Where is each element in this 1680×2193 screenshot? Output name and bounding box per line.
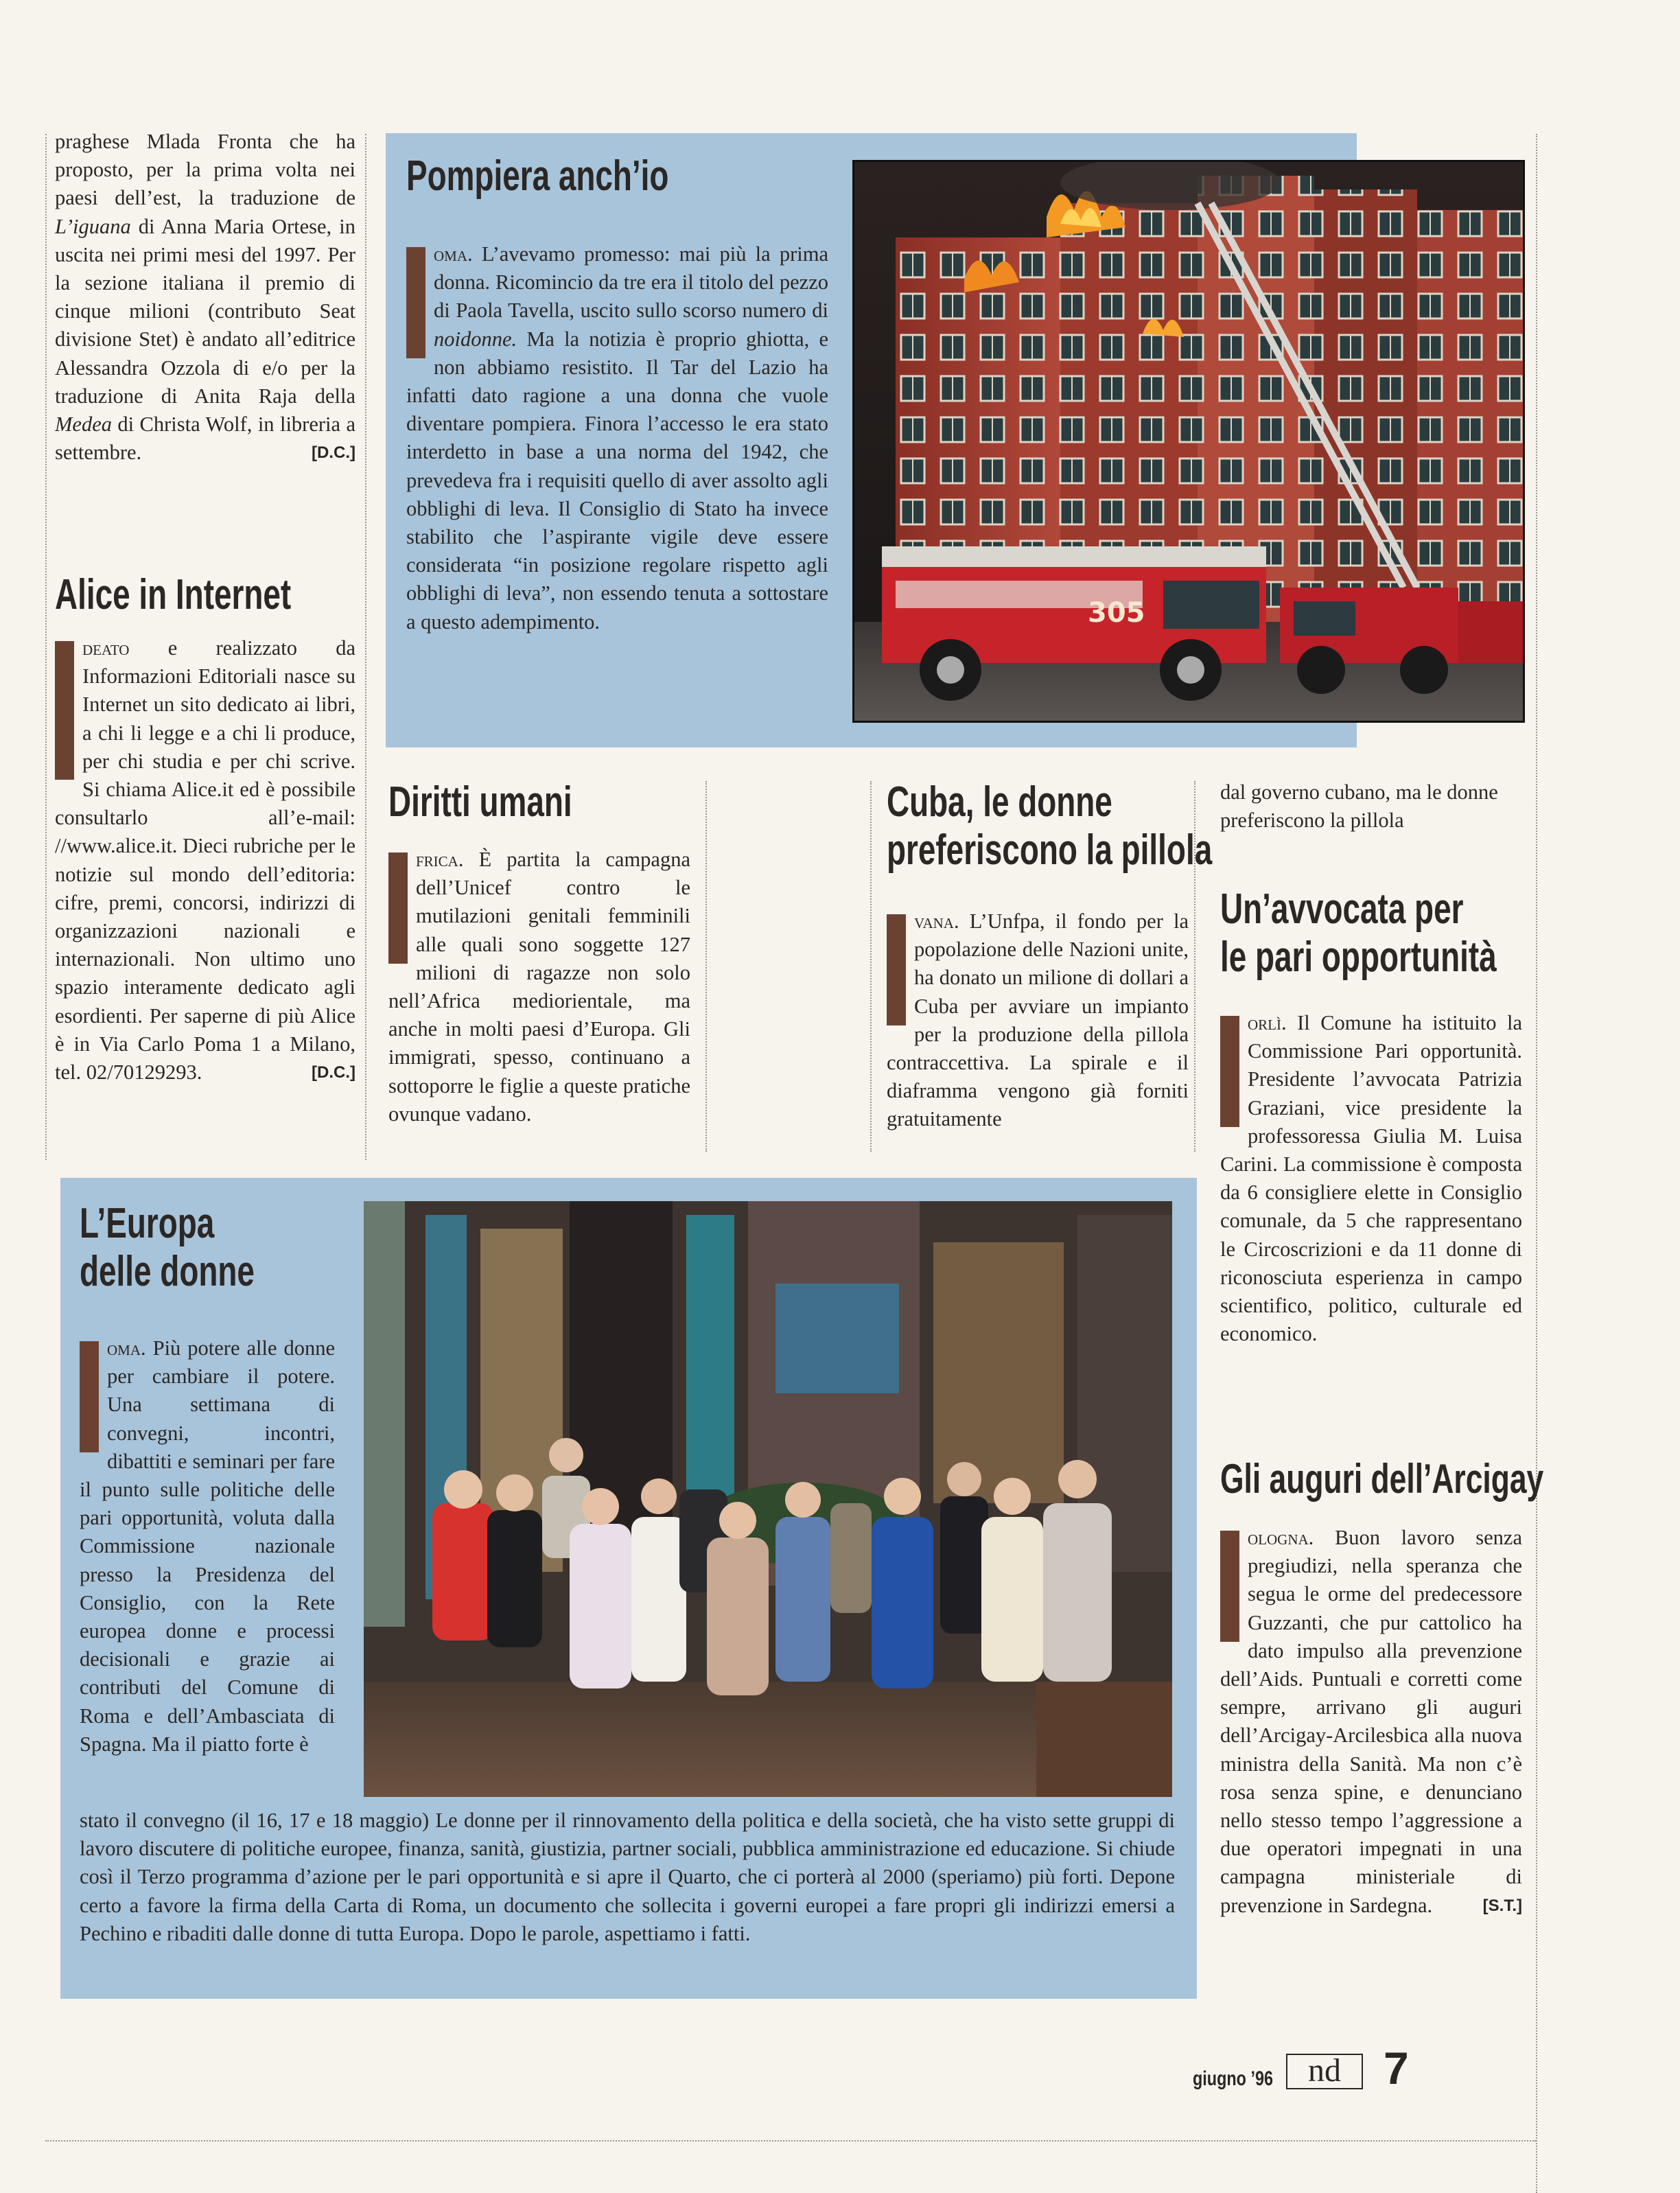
avvocata-headline-line2: le pari opportunità xyxy=(1220,933,1497,981)
cuba-continuation: dal governo cubano, ma le donne preferiscono la pillola xyxy=(1220,780,1498,833)
cuba-lead: vana. xyxy=(914,909,959,933)
dropcap-r xyxy=(406,247,425,358)
avvocata-body: orlì. Il Comune ha istituito la Commissione Pari opportunità. Presidente l’avvocata Patrizia Graziani, vice presidente la professoressa Giulia M. Luisa Carini. La commissione è composta da 6 consigliere elette in Consiglio comunale, da 5 che rappresentano le Circoscrizioni e da 11 donne di riconosciuta esperienza in campo scientifico, politico, culturale ed economico. xyxy=(1220,1011,1522,1346)
group-photo-svg xyxy=(364,1201,1172,1797)
avvocata-article xyxy=(1220,885,1594,1348)
pompiera-article xyxy=(406,152,828,636)
dropcap-b xyxy=(1220,1531,1239,1642)
alice-body: deato e realizzato da Informazioni Editoriali nasce su Internet un sito dedicato ai libri, a chi li legge e a chi li produce, per chi studia e per chi scrive. Si chiama Alice.it ed è possibile consultarlo all’e-mail: //www.alice.it. Dieci rubriche per le notizie sul mondo dell’editoria: cifre, premi, concorsi, indirizzi di organizzazioni nazionali e internazionali. Non ultimo uno spazio interamente dedicato agli esordienti. Per saperne di più Alice è in Via Carlo Poma 1 a Milano, tel. 02/70129293. [D.C.] xyxy=(55,634,355,1087)
pompiera-headline: Pompiera anch’io xyxy=(406,152,669,200)
magazine-logo: nd xyxy=(1286,2054,1363,2089)
europa-headline-line2: delle donne xyxy=(80,1248,255,1295)
europa-headline-line1: L’Europa xyxy=(80,1200,215,1247)
author-signature: [D.C.] xyxy=(312,1063,355,1082)
arcigay-headline: Gli auguri dell’Arcigay xyxy=(1220,1456,1544,1502)
alice-headline: Alice in Internet xyxy=(55,571,292,618)
arcigay-article xyxy=(1220,1455,1657,1920)
column-rule-left-outer xyxy=(45,134,47,1160)
truck-number: 305 xyxy=(1088,597,1145,629)
dropcap-i xyxy=(55,641,74,780)
dropcap-r xyxy=(80,1341,99,1452)
europa-body-narrow: oma. Più potere alle donne per cambiare il potere. Una settimana di convegni, incontri, dibattiti e seminari per fare il punto sulle politiche delle pari opportunità, voluta dalla Commissione nazionale presso la Presidenza del Consiglio, con la Rete europea donne e processi decisionali e grazie ai contributi del Comune di Roma e dell’Ambasciata di Spagna. Ma il piatto forte è xyxy=(80,1336,335,1756)
pompiera-lead: oma. xyxy=(434,242,473,266)
issue-date: giugno ’96 xyxy=(1193,2067,1273,2090)
diritti-headline: Diritti umani xyxy=(388,778,572,826)
dropcap-a xyxy=(887,914,906,1025)
author-signature: [D.C.] xyxy=(312,443,355,463)
alice-article xyxy=(55,571,374,1087)
arcigay-body: ologna. Buon lavoro senza pregiudizi, nella speranza che segua le orme del predecessore Guzzanti, che pur cattolico ha dato impulso alla prevenzione dell’Aids. Puntuali e corretti come sempre, arrivano gli auguri dell’Arcigay-Arcilesbica alla nuova ministra della Sanità. Ma non c’è rosa senza spine, e denunciano nello stesso tempo l’aggressione a due operatori impegnati in una campagna ministeriale di prevenzione in Sardegna. [S.T.] xyxy=(1220,1524,1522,1920)
dropcap-f xyxy=(1220,1016,1239,1127)
author-signature: [S.T.] xyxy=(1482,1896,1522,1915)
europa-article xyxy=(80,1200,335,1759)
arcigay-lead: ologna. xyxy=(1248,1526,1314,1549)
column-rule-cuba-left xyxy=(870,781,872,1152)
diritti-body: frica. È partita la campagna dell’Unicef contro le mutilazioni genitali femminili alle quali sono soggette 127 milioni di ragazze non solo nell’Africa mediorientale, ma anche in molti paesi d’Europa. Gli immigrati, spesso, continuano a sottoporre le figlie a queste pratiche ovunque vadano. xyxy=(388,848,690,1126)
cuba-body: vana. L’Unfpa, il fondo per la popolazione delle Nazioni unite, ha donato un milione di dollari a Cuba per avviare un impianto per la produzione della pillola contraccettiva. La spirale e il diaframma vengono già forniti gratuitamente xyxy=(887,909,1189,1131)
avvocata-headline-line1: Un’avvocata per xyxy=(1220,885,1464,933)
page-number: 7 xyxy=(1384,2043,1409,2093)
column-rule-mid xyxy=(705,781,707,1152)
pompiera-body: oma. L’avevamo promesso: mai più la prima donna. Ricomincio da tre era il titolo del pezzo di Paola Tavella, uscito sullo scorso numero di noidonne. Ma la notizia è proprio ghiotta, e non abbiamo resistito. Il Tar del Lazio ha infatti dato ragione a una donna che vuole diventare pompiera. Finora l’accesso le era stato interdetto in base a una norma del 1942, che prevedeva fra i requisiti quello di aver assolto agli obblighi di leva. Il Consiglio di Stato ha invece stabilito che l’aspirante vigile deve essere considerata “in posizione regolare rispetto agli obblighi di leva”, non essendo tenuta a sottostare a questo adempimento. xyxy=(406,242,828,634)
previous-article-continuation: praghese Mlada Fronta che ha proposto, per la prima volta nei paesi dell’est, la traduzione de L’iguana di Anna Maria Ortese, in uscita nei primi mesi del 1997. Per la sezione italiana il premio di cinque milioni (contributo Seat divisione Stet) è andato all’editrice Alessandra Ozzola di e/o per la traduzione di Anita Raja della Medea di Christa Wolf, in libreria a settembre. [D.C.] xyxy=(55,128,355,467)
fire-illustration-svg xyxy=(854,162,1523,721)
fire-truck-illustration xyxy=(854,162,1523,721)
avvocata-lead: orlì. xyxy=(1248,1011,1287,1034)
dropcap-a xyxy=(388,852,408,964)
alice-lead: deato xyxy=(82,636,130,660)
europa-body-wide: stato il convegno (il 16, 17 e 18 maggio) Le donne per il rinnovamento della politica e della società, che ha visto sette gruppi di lavoro discutere di politiche europee, finanza, sanità, giustizia, partner sociali, pubblica amministrazione ed educazione. Si chiude così il Terzo programma d’azione per le pari opportunità e si apre il Quarto, che ci porterà al 2000 (speriamo) più forti. Depone certo a favore la firma della Carta di Roma, un documento che sollecita i governi europei a fare propri gli indirizzi emersi a Pechino e ribaditi dalle donne di tutta Europa. Dopo le parole, aspettiamo i fatti. xyxy=(80,1809,1175,1945)
cuba-headline-line2: preferiscono la pillola xyxy=(887,826,1213,874)
europa-lead: oma. xyxy=(107,1336,146,1360)
diritti-article xyxy=(388,778,690,1128)
cuba-headline-line1: Cuba, le donne xyxy=(887,778,1112,826)
diritti-lead: frica. xyxy=(416,848,464,871)
page-bottom-rule xyxy=(45,2140,1536,2142)
women-group-photo xyxy=(364,1201,1172,1797)
